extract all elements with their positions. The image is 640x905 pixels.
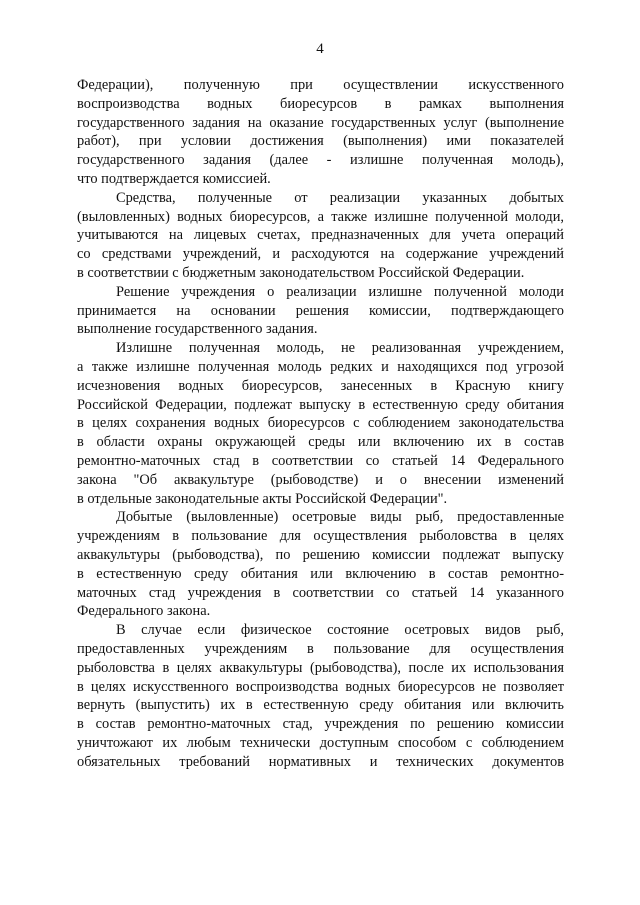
text-line: исчезновения водных биоресурсов, занесенных в Красную книгу (77, 377, 564, 394)
text-line: а также излишне полученная молодь редких и находящихся под угрозой (77, 358, 564, 375)
text-line: в отдельные законодательные акты Российской Федерации". (77, 490, 448, 507)
text-line: вернуть (выпустить) их в естественную среду обитания или включить (77, 697, 564, 714)
text-line: Федерации), полученную при осуществлении искусственного (77, 77, 564, 93)
text-line: ремонтно-маточных стад в соответствии со статьей 14 Федерального (77, 452, 564, 469)
text-line: обязательных требований нормативных и технических документов (77, 753, 564, 770)
text-line: (выловленных) водных биоресурсов, а также излишне полученной молоди, (77, 208, 564, 225)
text-line: предоставленных учреждениям в пользование для осуществления (77, 640, 564, 657)
text-line: Средства, полученные от реализации указанных добытых (116, 189, 564, 206)
text-line: закона "Об аквакультуре (рыбоводстве) и о внесении изменений (77, 471, 564, 488)
page-number: 4 (316, 41, 324, 57)
text-line: работ), при условии достижения (выполнения) ими показателей (77, 133, 564, 150)
text-line: выполнение государственного задания. (77, 321, 318, 338)
text-line: государственного задания (далее - излишне полученная молодь), (77, 152, 564, 169)
text-line: Добытые (выловленные) осетровые виды рыб, предоставленные (116, 509, 564, 526)
text-line: рыболовства в целях аквакультуры (рыбоводства), после их использования (77, 659, 564, 676)
text-line: Излишне полученная молодь, не реализованная учреждением, (116, 340, 564, 357)
text-line: Российской Федерации, подлежат выпуску в естественную среду обитания (77, 396, 564, 413)
text-line: аквакультуры (рыбоводства), по решению комиссии подлежат выпуску (77, 546, 564, 563)
text-line: В случае если физическое состояние осетровых видов рыб, (116, 622, 564, 639)
text-line: в целях сохранения водных биоресурсов с соблюдением законодательства (77, 415, 564, 432)
text-line: в области охраны окружающей среды или включению их в состав (77, 434, 564, 451)
text-line: учреждениям в пользование для осуществления рыболовства в целях (77, 528, 564, 545)
text-line: уничтожают их любым технически доступным способом с соблюдением (77, 734, 564, 751)
document-body (77, 76, 564, 771)
text-line: что подтверждается комиссией. (77, 170, 271, 187)
text-line: Решение учреждения о реализации излишне полученной молоди (116, 283, 564, 300)
text-line: в естественную среду обитания или включению в состав ремонтно- (77, 565, 564, 582)
text-line: со средствами учреждений, и расходуются на содержание учреждений (77, 246, 564, 263)
text-line: учитываются на лицевых счетах, предназначенных для учета операций (77, 227, 564, 244)
text-line: в соответствии с бюджетным законодательством Российской Федерации. (77, 264, 525, 281)
text-line: государственного задания на оказание государственных услуг (выполнение (77, 114, 564, 131)
text-line: принимается на основании решения комиссии, подтверждающего (77, 302, 564, 319)
text-line: Федерального закона. (77, 603, 211, 620)
text-line: маточных стад учреждения в соответствии со статьей 14 указанного (77, 584, 564, 601)
text-line: в целях искусственного воспроизводства водных биоресурсов не позволяет (77, 678, 564, 695)
text-line: воспроизводства водных биоресурсов в рамках выполнения (77, 95, 564, 112)
text-line: в состав ремонтно-маточных стад, учреждения по решению комиссии (77, 716, 564, 733)
